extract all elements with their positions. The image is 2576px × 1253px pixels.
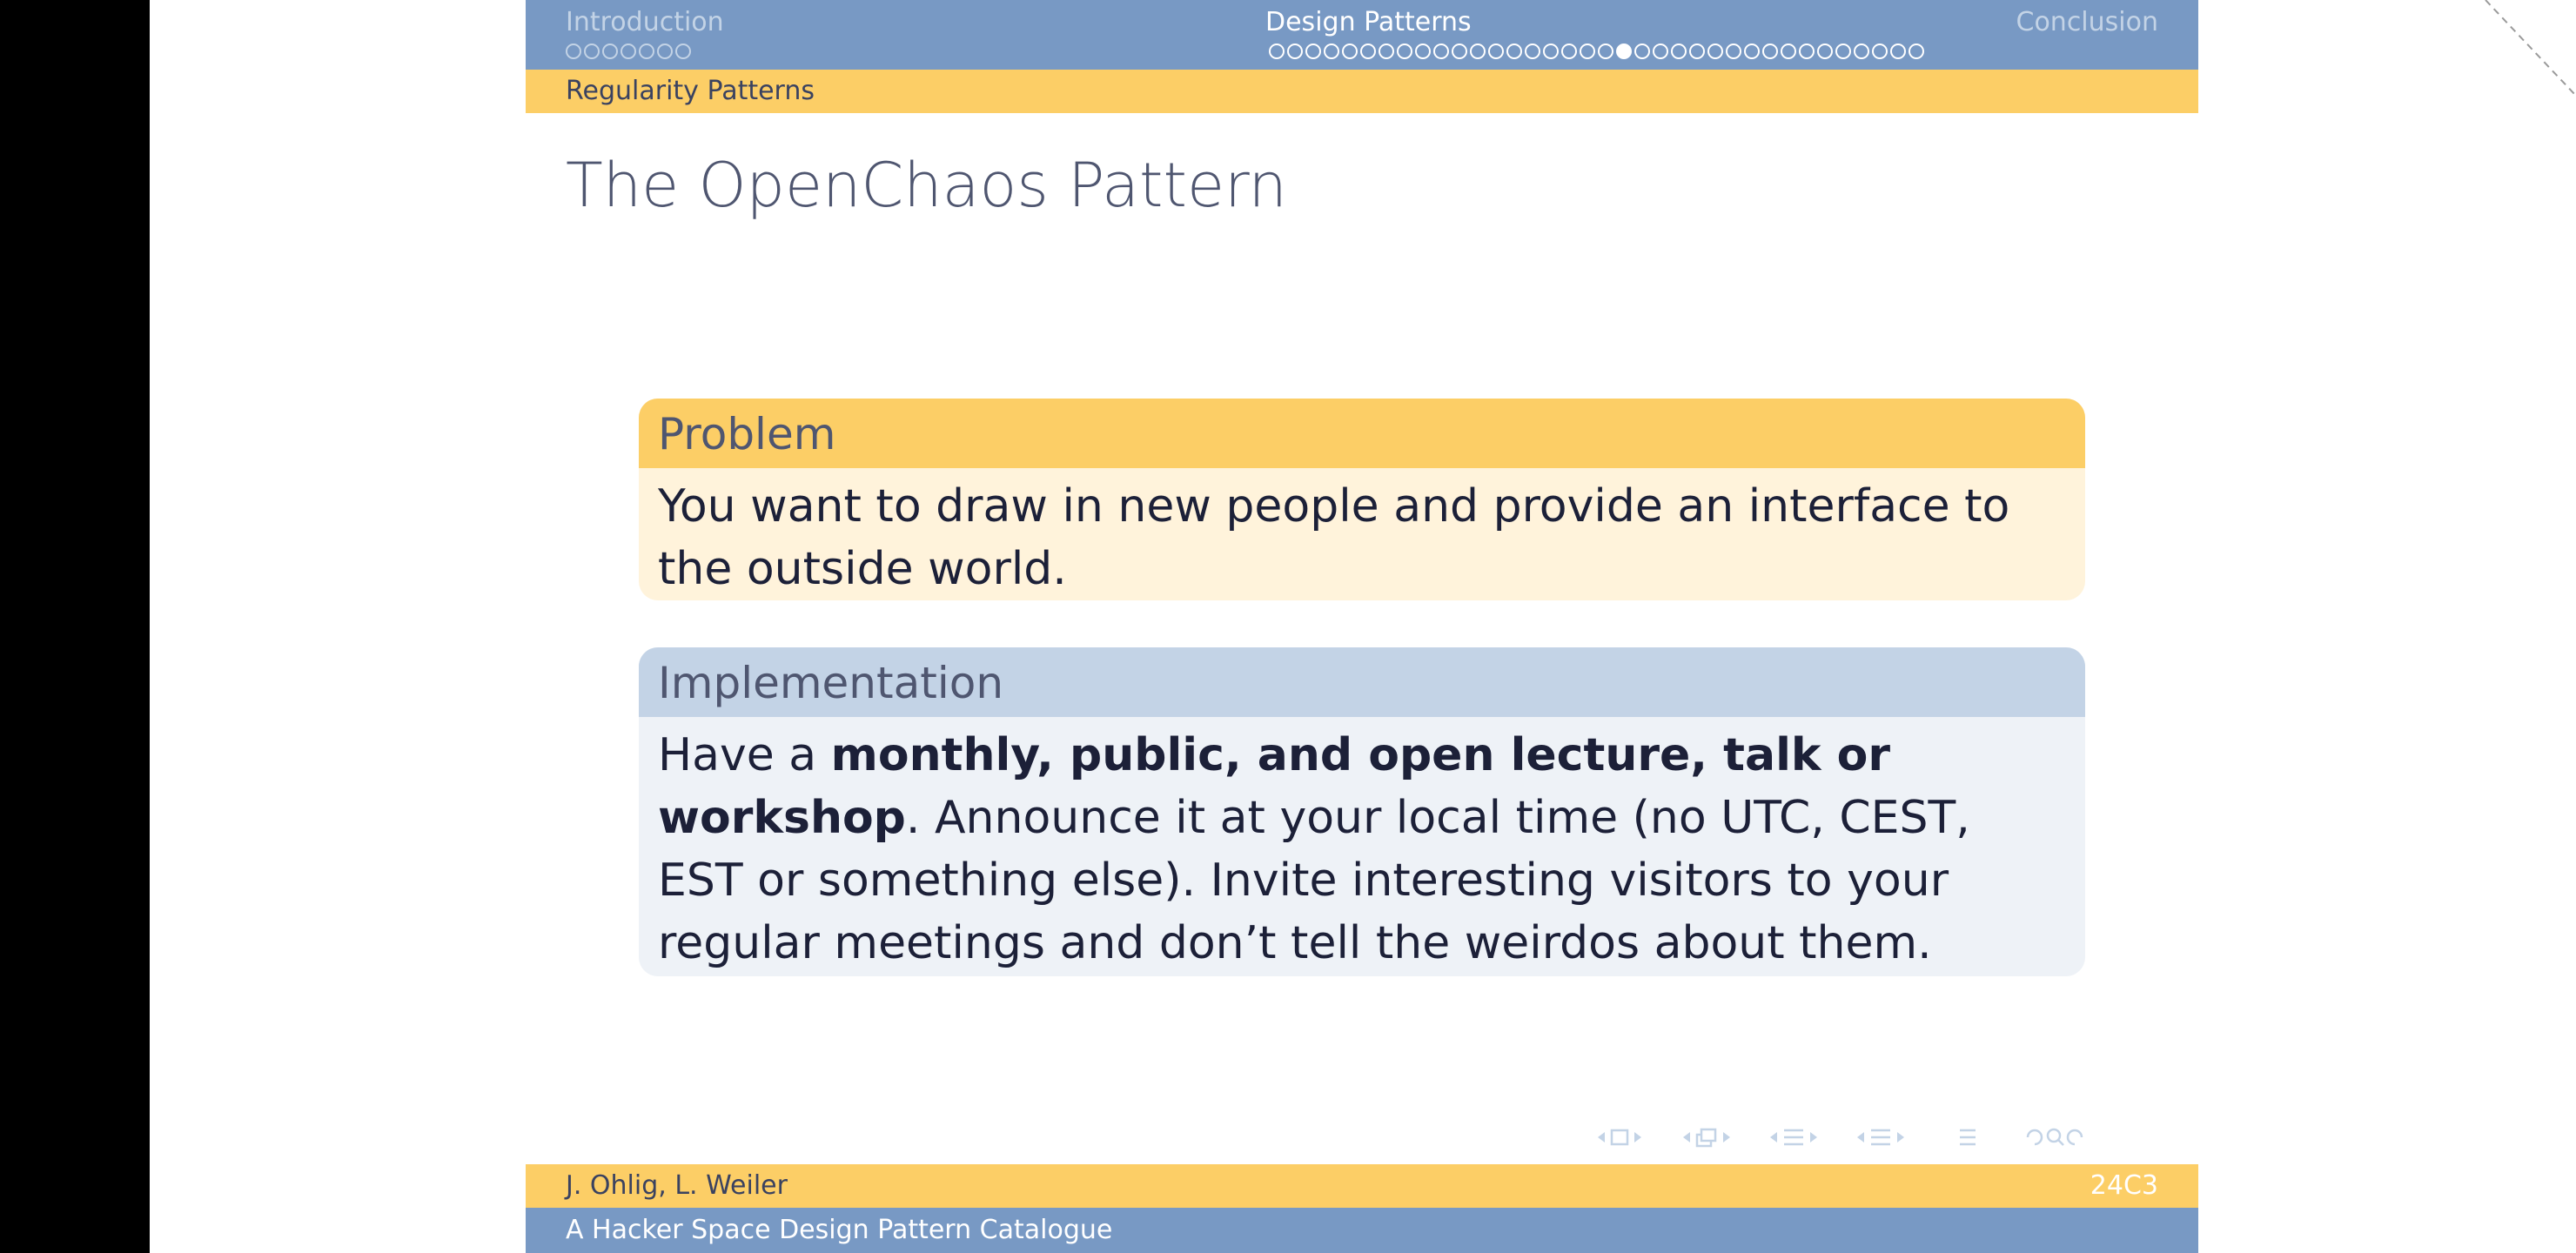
nav-dot[interactable] (584, 44, 600, 59)
nav-dot[interactable] (1598, 44, 1613, 59)
nav-dot[interactable] (1561, 44, 1577, 59)
nav-dot[interactable] (1762, 44, 1778, 59)
frame-title: The OpenChaos Pattern (566, 150, 1287, 221)
nav-dot[interactable] (1707, 44, 1723, 59)
footer-authors: J. Ohlig, L. Weiler (566, 1170, 788, 1201)
nav-dot[interactable] (1269, 44, 1285, 59)
nav-dots-design-patterns (1269, 44, 1924, 59)
nav-dot[interactable] (602, 44, 618, 59)
nav-section-conclusion[interactable]: Conclusion (2016, 7, 2158, 37)
problem-block-body: You want to draw in new people and provide an interface to the outside world. (658, 480, 2010, 595)
nav-dot[interactable] (1671, 44, 1687, 59)
nav-dot[interactable] (1506, 44, 1522, 59)
nav-dot[interactable] (566, 44, 581, 59)
subsection-label[interactable]: Regularity Patterns (566, 76, 815, 106)
nav-dot[interactable] (1835, 44, 1851, 59)
nav-dot[interactable] (1634, 44, 1650, 59)
nav-dot[interactable] (1799, 44, 1815, 59)
nav-dot[interactable] (1470, 44, 1486, 59)
beamer-navigation-symbols (1589, 1122, 2085, 1152)
nav-dot[interactable] (1305, 44, 1321, 59)
nav-dot-current[interactable] (1616, 44, 1632, 59)
slide (526, 0, 2198, 1253)
implementation-block-body (639, 717, 2085, 976)
nav-dot[interactable] (1872, 44, 1888, 59)
left-black-margin (0, 0, 150, 1253)
footer-author-bar (526, 1164, 2198, 1208)
nav-dot[interactable] (1726, 44, 1741, 59)
nav-section-introduction[interactable]: Introduction (566, 7, 724, 37)
nav-dot[interactable] (639, 44, 654, 59)
nav-dot[interactable] (1854, 44, 1869, 59)
nav-dot[interactable] (1360, 44, 1376, 59)
footer-title-bar (526, 1208, 2198, 1253)
search-back-forward-icon[interactable] (2024, 1122, 2085, 1152)
nav-dot[interactable] (1525, 44, 1540, 59)
nav-dot[interactable] (1488, 44, 1504, 59)
problem-block (639, 399, 2085, 600)
nav-dot[interactable] (1433, 44, 1449, 59)
footer-page-label: 24C3 (2090, 1170, 2158, 1201)
section-navigation-bar (526, 0, 2198, 70)
section-nav-icon[interactable] (1763, 1122, 1824, 1152)
nav-dot[interactable] (1415, 44, 1431, 59)
nav-dot[interactable] (1909, 44, 1924, 59)
nav-dot[interactable] (657, 44, 673, 59)
nav-dot[interactable] (1744, 44, 1760, 59)
nav-dot[interactable] (1543, 44, 1559, 59)
nav-dot[interactable] (1781, 44, 1796, 59)
implementation-block-title: Implementation (639, 647, 2085, 717)
nav-dot[interactable] (1653, 44, 1668, 59)
subsubsection-nav-icon[interactable] (1850, 1122, 1911, 1152)
nav-dot[interactable] (1580, 44, 1595, 59)
frame-nav-icon[interactable] (1589, 1122, 1650, 1152)
problem-block-title: Problem (639, 399, 2085, 468)
implementation-text-bold: monthly, public, and open lecture, talk or workshop (658, 729, 1890, 844)
implementation-block (639, 647, 2085, 976)
implementation-text-prefix: Have a (658, 729, 831, 781)
subsection-bar (526, 70, 2198, 113)
nav-dot[interactable] (1324, 44, 1339, 59)
nav-dot[interactable] (1397, 44, 1412, 59)
nav-dot[interactable] (1342, 44, 1358, 59)
subsection-nav-icon[interactable] (1676, 1122, 1737, 1152)
nav-dot[interactable] (1287, 44, 1303, 59)
nav-dot[interactable] (1379, 44, 1394, 59)
footer-title: A Hacker Space Design Pattern Catalogue (566, 1215, 1113, 1245)
nav-section-design-patterns[interactable]: Design Patterns (1265, 7, 1472, 37)
nav-dot[interactable] (1452, 44, 1467, 59)
page-corner-area (2198, 0, 2576, 1253)
nav-dot[interactable] (675, 44, 691, 59)
nav-dots-introduction (566, 44, 691, 59)
page-curl-line (2198, 0, 2576, 1253)
document-nav-icon[interactable] (1937, 1122, 1998, 1152)
nav-dot[interactable] (1817, 44, 1833, 59)
nav-dot[interactable] (1890, 44, 1906, 59)
nav-dot[interactable] (1689, 44, 1705, 59)
implementation-text-suffix: . Announce it at your local time (no UTC, CEST, EST or something else). Invite interesting visitors to your regular meetings and don’t tell the weirdos about them. (658, 792, 1970, 969)
nav-dot[interactable] (621, 44, 636, 59)
